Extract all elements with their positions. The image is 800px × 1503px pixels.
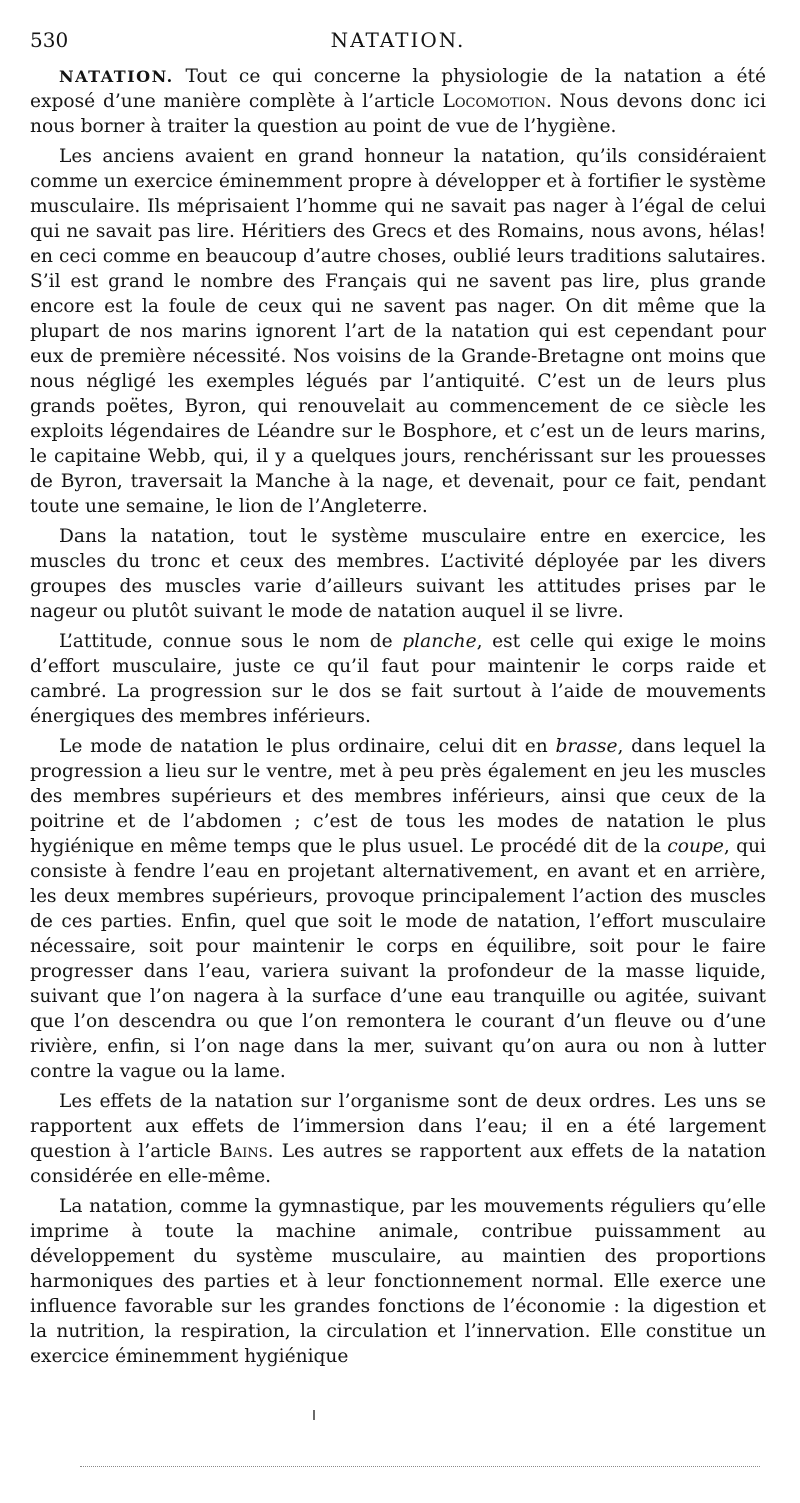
italic-term: brasse	[555, 736, 618, 757]
paragraph-muscles: Dans la natation, tout le système musculaire entre en exercice, les muscles du tronc et ceux des membres. L’activité déployée par les divers groupes des muscles varie d’ailleurs suivant les attitudes prises par le nageur ou plutôt suivant le mode de natation auquel il se livre.	[30, 526, 766, 622]
cross-reference: Locomotion	[442, 91, 546, 112]
paragraph-text: Tout ce qui concerne la physiologie de la natation a été exposé d’une manière complète à l’article	[30, 66, 766, 112]
entry-head-word: NATATION.	[59, 67, 174, 86]
paragraph-planche	[30, 629, 766, 729]
running-title: NATATION.	[330, 28, 466, 52]
paragraph-effects	[30, 1089, 766, 1189]
italic-term: planche	[402, 631, 477, 652]
paragraph-swim-modes	[30, 734, 766, 1084]
page	[30, 28, 766, 1374]
paragraph-text: Le mode de natation le plus ordinaire, celui dit en	[59, 736, 556, 757]
paragraph-text: . Les autres se rapportent aux effets de la natation considérée en elle-même.	[30, 1141, 767, 1187]
paragraph-text: L’attitude, connue sous le nom de	[59, 631, 403, 652]
paragraph-gymnastics: La natation, comme la gymnastique, par les mouvements réguliers qu’elle imprime à toute la machine animale, contribue puissamment au développement du système musculaire, au maintien des proportions harmoniques des parties et à leur fonctionnement normal. Elle exerce une influence favorable sur les grandes fonctions de l’économie : la digestion et la nutrition, la respiration, la circulation et l’innervation. Elle constitue un exercice éminemment hygiénique	[30, 1196, 766, 1367]
paragraph-text: , est celle qui exige le moins d’effort musculaire, juste ce qu’il faut pour maintenir le corps raide et cambré. La progression sur le dos se fait surtout à l’aide de mouvements énergiques des membres inférieurs.	[30, 631, 766, 727]
paragraph-text: , dans lequel la progression a lieu sur le ventre, met à peu près également en jeu les muscles des membres supérieurs et des membres inférieurs, ainsi que ceux de la poitrine et de l’abdomen ; c’est de tous les modes de natation le plus hygiénique en même temps que le plus usuel. Le procédé dit de la	[30, 736, 766, 857]
paragraph-intro	[30, 64, 766, 139]
page-header	[30, 28, 766, 64]
italic-term: coupe	[667, 836, 724, 857]
bottom-scan-artifact	[80, 1466, 760, 1467]
cross-reference: Bains	[219, 1141, 268, 1162]
print-mark	[313, 1410, 315, 1420]
paragraph-text: Les effets de la natation sur l’organisme sont de deux ordres. Les uns se rapportent aux effets de l’immersion dans l’eau; il en a été largement question à l’article	[30, 1091, 766, 1162]
paragraph-text: . Nous devons donc ici nous borner à traiter la question au point de vue de l’hygiène.	[30, 91, 766, 137]
paragraph-text: , qui consiste à fendre l’eau en projetant alternativement, en avant et en arrière, les deux membres supérieurs, provoque principalement l’action des muscles de ces parties. Enfin, quel que soit le mode de natation, l’effort musculaire nécessaire, soit pour maintenir le corps en équilibre, soit pour le faire progresser dans l’eau, variera suivant la profondeur de la masse liquide, suivant que l’on nagera à la surface d’une eau tranquille ou agitée, suivant que l’on descendra ou que l’on remontera le courant d’un fleuve ou d’une rivière, enfin, si l’on nage dans la mer, suivant qu’on aura ou non à lutter contre la vague ou la lame.	[30, 836, 766, 1082]
paragraph-history: Les anciens avaient en grand honneur la natation, qu’ils considéraient comme un exercice éminemment propre à développer et à fortifier le système musculaire. Ils méprisaient l’homme qui ne savait pas nager à l’égal de celui qui ne savait pas lire. Héritiers des Grecs et des Romains, nous avons, hélas! en ceci comme en beaucoup d’autre choses, oublié leurs traditions salutaires. S’il est grand le nombre des Français qui ne savent pas lire, plus grande encore est la foule de ceux qui ne savent pas nager. On dit même que la plupart de nos marins ignorent l’art de la natation qui est cependant pour eux de première nécessité. Nos voisins de la Grande-Bretagne ont moins que nous négligé les exemples légués par l’antiquité. C’est un de leurs plus grands poëtes, Byron, qui renouvelait au commencement de ce siècle les exploits légendaires de Léandre sur le Bosphore, et c’est un de leurs marins, le capitaine Webb, qui, il y a quelques jours, renchérissant sur les prouesses de Byron, traversait la Manche à la nage, et devenait, pour ce fait, pendant toute une semaine, le lion de l’Angleterre.	[30, 146, 766, 517]
page-number: 530	[30, 28, 69, 52]
